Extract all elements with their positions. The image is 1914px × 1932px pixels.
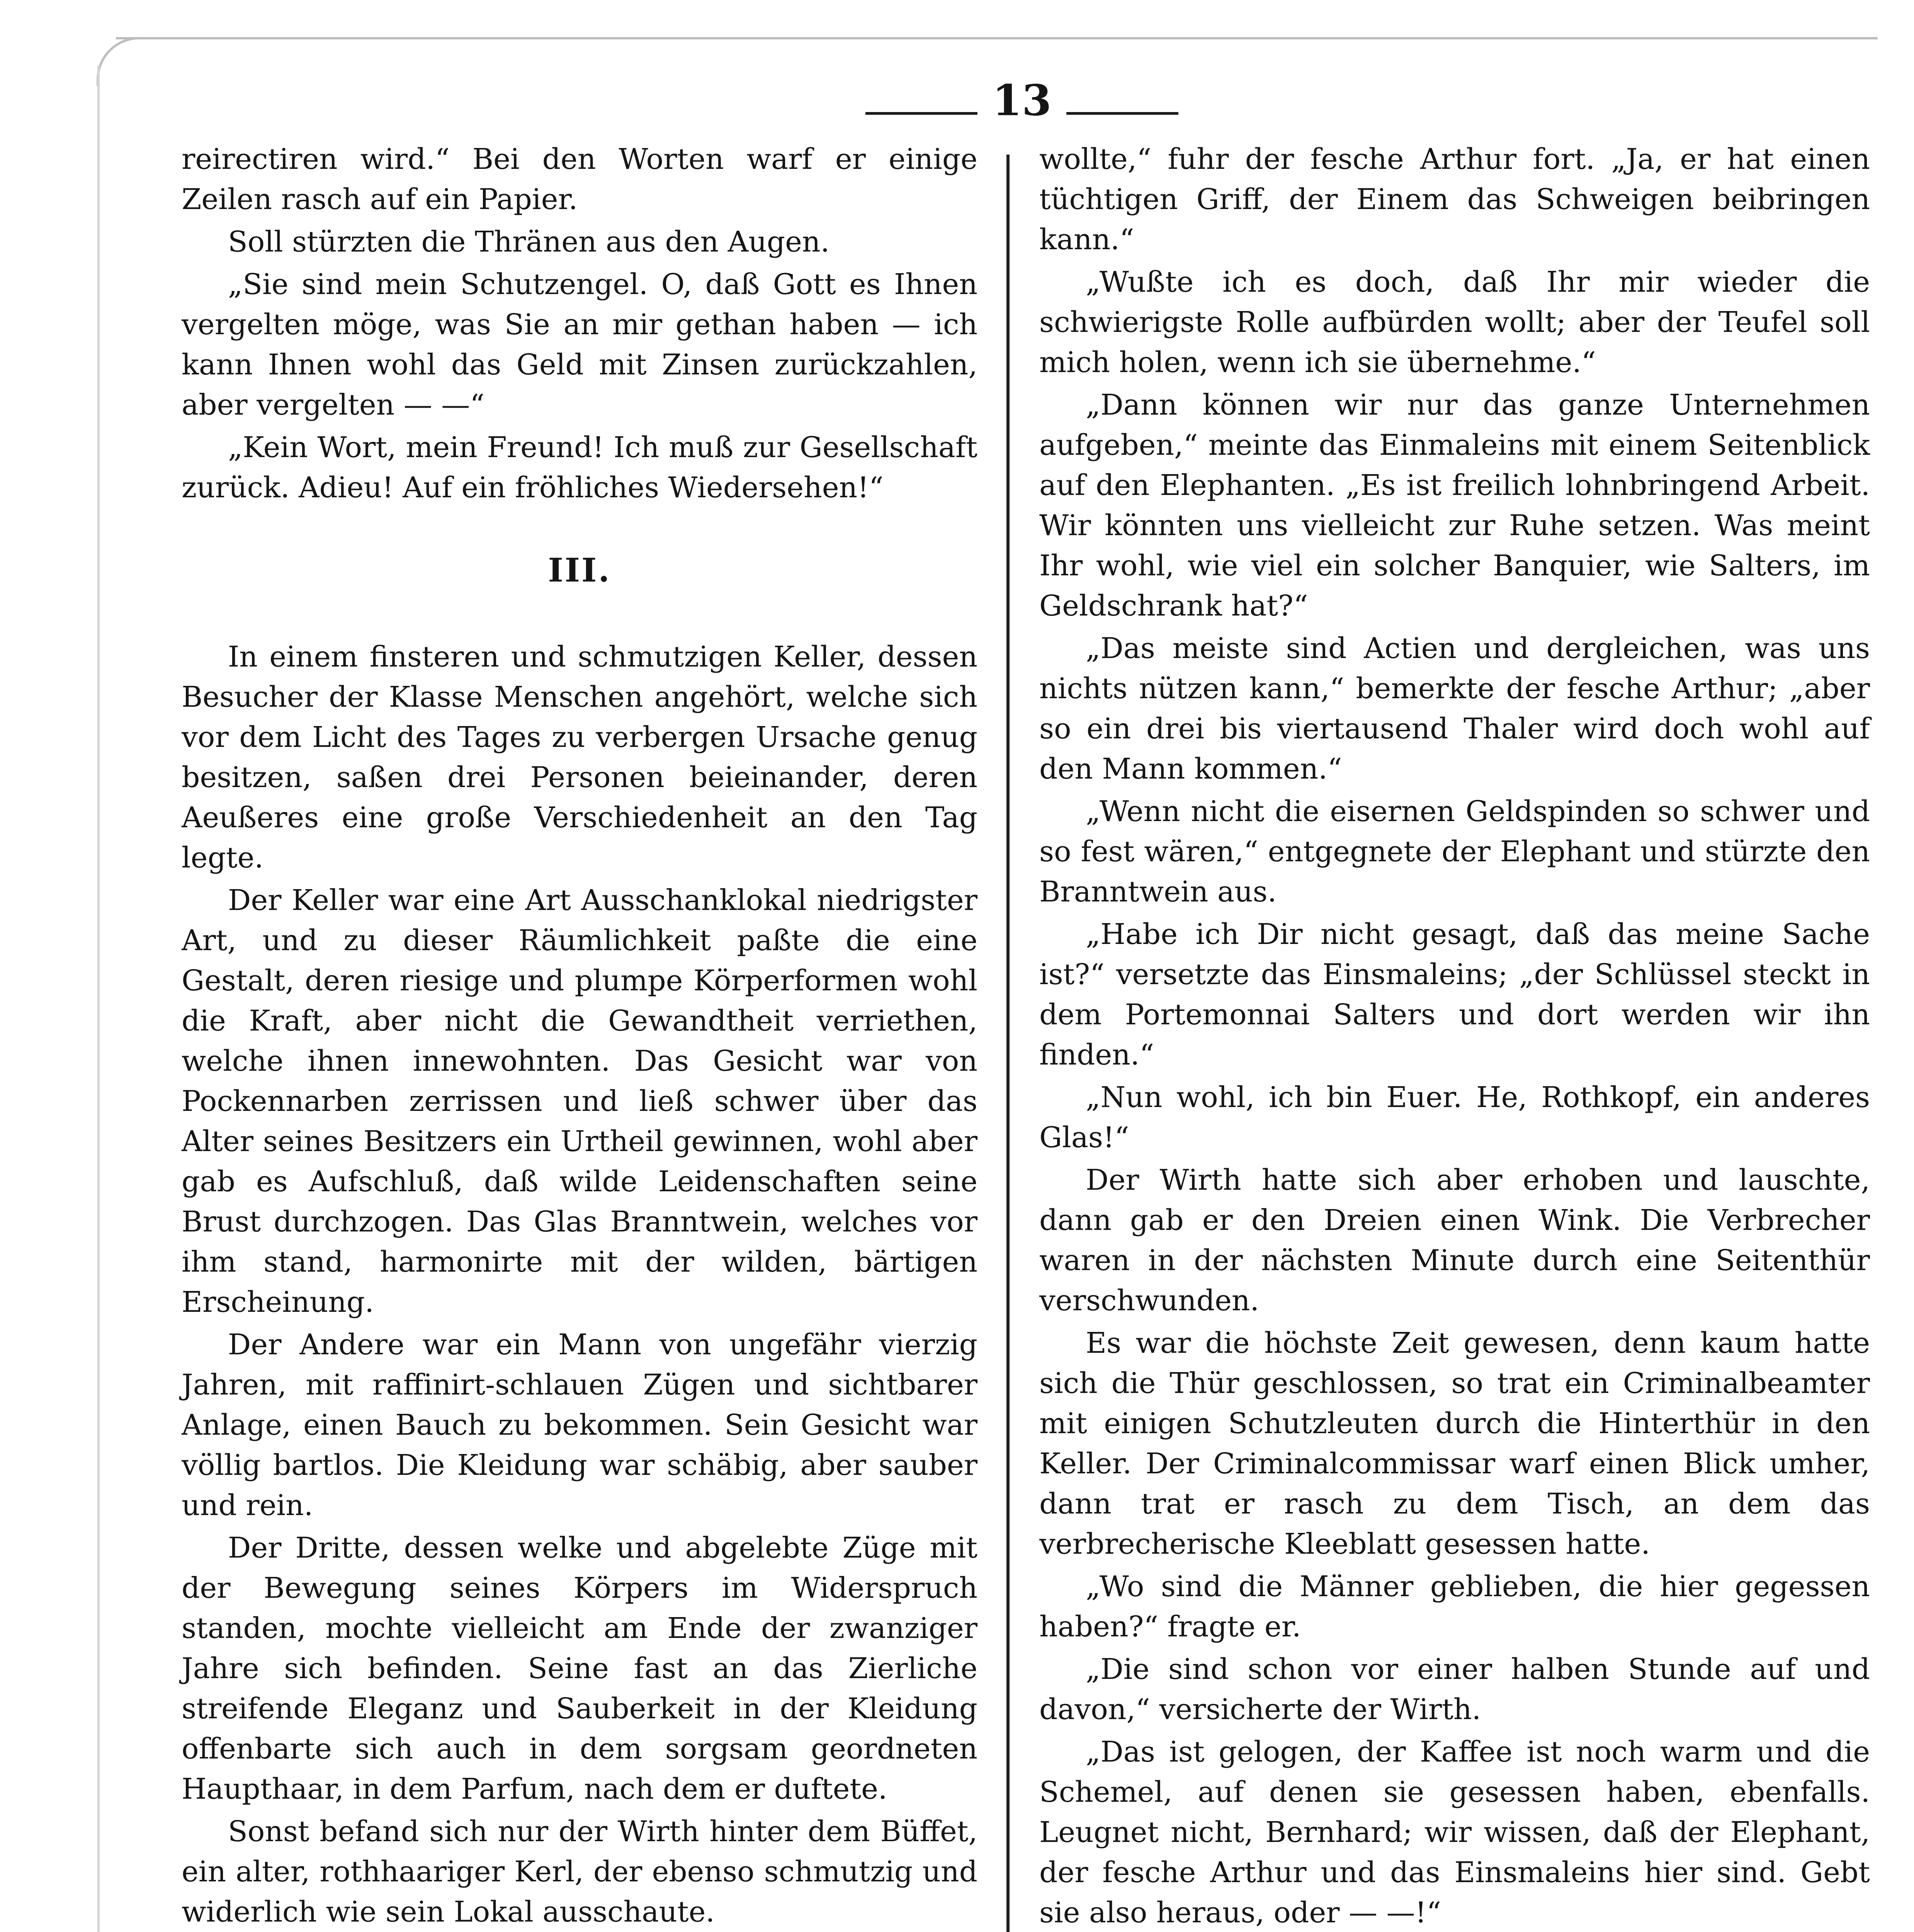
paragraph: „Wußte ich es doch, daß Ihr mir wieder die schwierigste Rolle aufbürden wollt; aber der Teufel soll mich holen, wenn ich sie übernehme.“ [1039, 265, 1870, 379]
paragraph: Der Wirth hatte sich aber erhoben und lauschte, dann gab er den Dreien einen Wink. Die Verbrecher waren in der nächsten Minute durch eine Seitenthür verschwunden. [1039, 1163, 1870, 1317]
page-number: 13 [992, 75, 1052, 125]
paragraph: reirectiren wird.“ Bei den Worten warf er einige Zeilen rasch auf ein Papier. [182, 143, 977, 216]
paragraph: Sonst befand sich nur der Wirth hinter dem Büffet, ein alter, rothhaariger Kerl, der ebenso schmutzig und widerlich wie sein Lokal ausschaute. [182, 1815, 977, 1929]
section-heading: III. [548, 551, 611, 589]
paragraph: „Dann können wir nur das ganze Unternehmen aufgeben,“ meinte das Einmaleins mit einem Seitenblick auf den Elephanten. „Es ist freilich lohnbringend Arbeit. Wir könnten uns vielleicht zur Ruhe setzen. Was meint Ihr wohl, wie viel ein solcher Banquier, wie Salters, im Geldschrank hat?“ [1039, 388, 1870, 622]
header-rule-right [1066, 112, 1178, 115]
scan-corner-shadow [97, 37, 145, 86]
paragraph: „Wenn nicht die eisernen Geldspinden so schwer und so fest wären,“ entgegnete der Elephant und stürzte den Branntwein aus. [1039, 795, 1870, 908]
paragraph: „Nun wohl, ich bin Euer. He, Rothkopf, ein anderes Glas!“ [1039, 1081, 1870, 1154]
paragraph: Soll stürzten die Thränen aus den Augen. [228, 225, 830, 259]
paragraph: „Wo sind die Männer geblieben, die hier gegessen haben?“ fragte er. [1039, 1570, 1870, 1643]
paragraph: „Die sind schon vor einer halben Stunde auf und davon,“ versicherte der Wirth. [1039, 1653, 1870, 1726]
paragraph: „Kein Wort, mein Freund! Ich muß zur Gesellschaft zurück. Adieu! Auf ein fröhliches Wiedersehen!“ [182, 431, 977, 504]
paragraph: Der Keller war eine Art Ausschanklokal niedrigster Art, und zu dieser Räumlichkeit paßte die eine Gestalt, deren riesige und plumpe Körperformen wohl die Kraft, aber nicht die Gewandtheit verriethen, welche ihnen innewohnten. Das Gesicht war von Pockennarben zerrissen und ließ schwer über das Alter seines Besitzers ein Urtheil gewinnen, wohl aber gab es Aufschluß, daß wilde Leidenschaften seine Brust durchzogen. Das Glas Branntwein, welches vor ihm stand, harmonirte mit der wilden, bärtigen Erscheinung. [182, 884, 977, 1319]
header-rule-left [865, 112, 977, 115]
paragraph: „Habe ich Dir nicht gesagt, daß das meine Sache ist?“ versetzte das Einsmaleins; „der Schlüssel steckt in dem Portemonnai Salters und dort werden wir ihn finden.“ [1039, 918, 1870, 1071]
paragraph: Der Dritte, dessen welke und abgelebte Züge mit der Bewegung seines Körpers im Widerspruch standen, mochte vielleicht am Ende der zwanziger Jahre sich befinden. Seine fast an das Zierliche streifende Eleganz und Sauberkeit in der Kleidung offenbarte sich auch in dem sorgsam geordneten Haupthaar, in dem Parfum, nach dem er duftete. [182, 1531, 977, 1806]
scan-edge-left [97, 66, 100, 1932]
paragraph: wollte,“ fuhr der fesche Arthur fort. „Ja, er hat einen tüchtigen Griff, der Einem das Schweigen beibringen kann.“ [1039, 143, 1870, 256]
paragraph: Der Andere war ein Mann von ungefähr vierzig Jahren, mit raffinirt-schlauen Zügen und sichtbarer Anlage, einen Bauch zu bekommen. Sein Gesicht war völlig bartlos. Die Kleidung war schäbig, aber sauber und rein. [182, 1328, 977, 1522]
paragraph: „Das meiste sind Actien und dergleichen, was uns nichts nützen kann,“ bemerkte der fesche Arthur; „aber so ein drei bis viertausend Thaler wird doch wohl auf den Mann kommen.“ [1039, 632, 1870, 786]
page-header [850, 71, 1198, 129]
paragraph: „Sie sind mein Schutzengel. O, daß Gott es Ihnen vergelten möge, was Sie an mir gethan haben — ich kann Ihnen wohl das Geld mit Zinsen zurückzahlen, aber vergelten — —“ [182, 268, 977, 422]
right-column [1039, 139, 1870, 1932]
scan-edge-top [116, 37, 1878, 39]
column-divider [1006, 155, 1010, 1932]
left-column [182, 139, 977, 1932]
paragraph: „Das ist gelogen, der Kaffee ist noch warm und die Schemel, auf denen sie gesessen haben, ebenfalls. Leugnet nicht, Bernhard; wir wissen, daß der Elephant, der fesche Arthur und das Einsmaleins hier sind. Gebt sie also heraus, oder — —!“ [1039, 1735, 1870, 1929]
paragraph: In einem finsteren und schmutzigen Keller, dessen Besucher der Klasse Menschen angehört, welche sich vor dem Licht des Tages zu verbergen Ursache genug besitzen, saßen drei Personen beieinander, deren Aeußeres eine große Verschiedenheit an den Tag legte. [182, 640, 977, 874]
paragraph: Es war die höchste Zeit gewesen, denn kaum hatte sich die Thür geschlossen, so trat ein Criminalbeamter mit einigen Schutzleuten durch die Hinterthür in den Keller. Der Criminalcommissar warf einen Blick umher, dann trat er rasch zu dem Tisch, an dem das verbrecherische Kleeblatt gesessen hatte. [1039, 1327, 1870, 1561]
